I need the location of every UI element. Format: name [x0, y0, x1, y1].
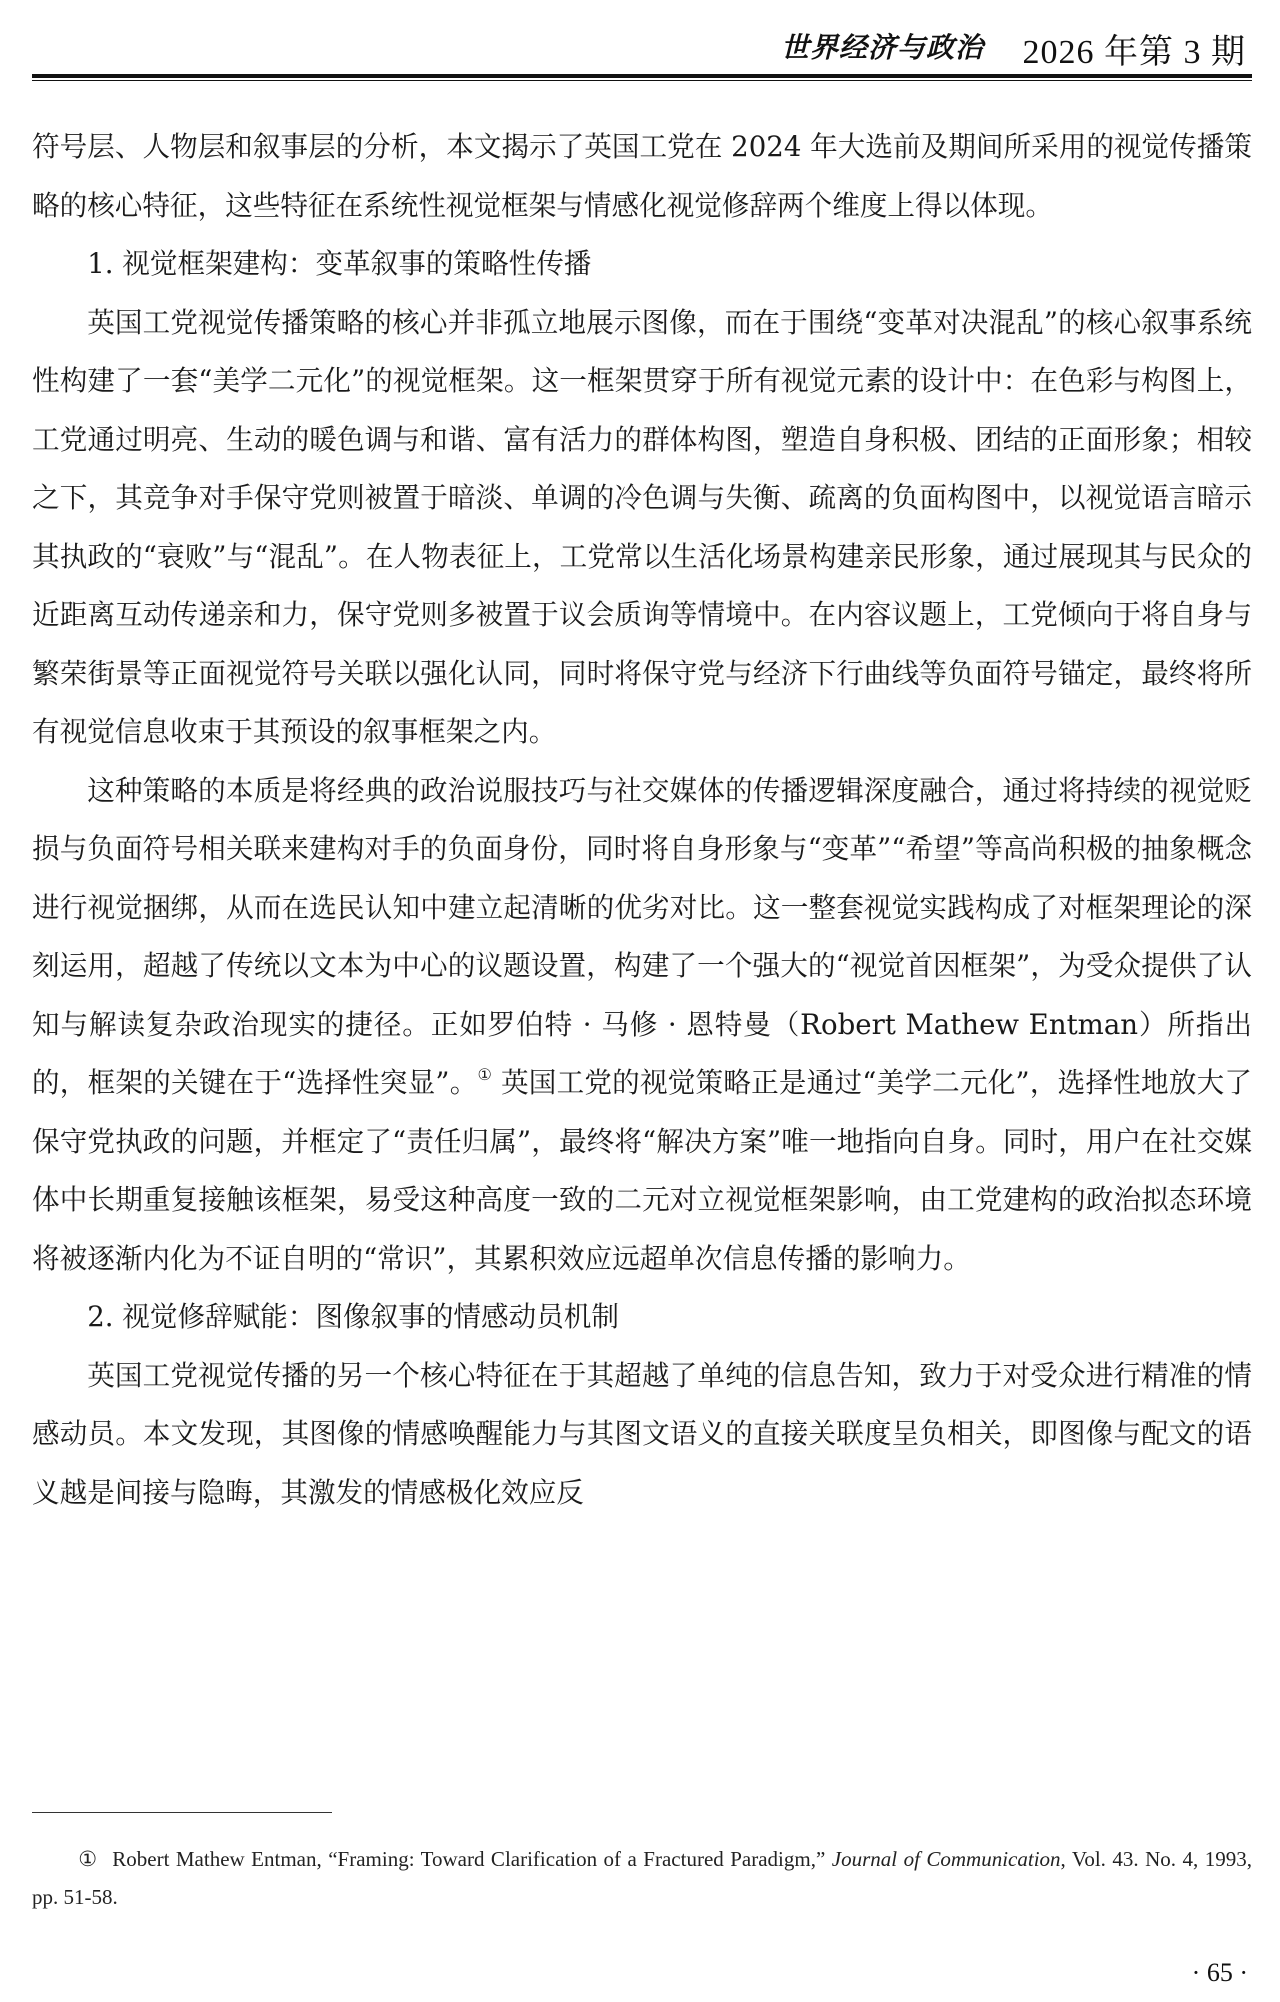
paragraph-text: 这种策略的本质是将经典的政治说服技巧与社交媒体的传播逻辑深度融合，通过将持续的视觉贬损与负面符号相关联来建构对手的负面身份，同时将自身形象与“变革”“希望”等高尚积极的抽象概念进行视觉捆绑，从而在选民认知中建立起清晰的优劣对比。这一整套视觉实践构成了对框架理论的深刻运用，超越了传统以文本为中心的议题设置，构建了一个强大的“视觉首因框架”，为受众提供了认知与解读复杂政治现实的捷径。正如罗伯特 · 马修 · 恩特曼（Robert Mathew Entman）所指出的，框架的关键在于“选择性突显”。: [32, 773, 1252, 1099]
paragraph: 英国工党视觉传播的另一个核心特征在于其超越了单纯的信息告知，致力于对受众进行精准的情感动员。本文发现，其图像的情感唤醒能力与其图文语义的直接关联度呈负相关，即图像与配文的语义越是间接与隐晦，其激发的情感极化效应反: [32, 1358, 1252, 1509]
page-number: · 65 ·: [1191, 1958, 1248, 1987]
issue-info: 2026 年第 3 期: [1022, 34, 1246, 71]
footnote-text: , Vol. 43. No. 4, 1993, pp. 51-58.: [32, 1847, 1252, 1909]
footnote-journal-title: Journal of Communication: [831, 1847, 1061, 1871]
section-heading-1: 1. 视觉框架建构：变革叙事的策略性传播: [87, 247, 592, 280]
footnote-number: ①: [78, 1847, 99, 1871]
footnote-text: Robert Mathew Entman, “Framing: Toward Clarification of a Fractured Paradigm,”: [112, 1847, 832, 1871]
footnote-marker[interactable]: ①: [477, 1065, 493, 1084]
paragraph-with-footnote: [32, 762, 1252, 1289]
header-rule-thin: [32, 80, 1252, 81]
header-rule-thick: [32, 74, 1252, 78]
paragraph-text: 英国工党的视觉策略正是通过“美学二元化”，选择性地放大了保守党执政的问题，并框定了“责任归属”，最终将“解决方案”唯一地指向自身。同时，用户在社交媒体中长期重复接触该框架，易受这种高度一致的二元对立视觉框架影响，由工党建构的政治拟态环境将被逐渐内化为不证自明的“常识”，其累积效应远超单次信息传播的影响力。: [32, 1066, 1252, 1275]
paragraph: 英国工党视觉传播策略的核心并非孤立地展示图像，而在于围绕“变革对决混乱”的核心叙事系统性构建了一套“美学二元化”的视觉框架。这一框架贯穿于所有视觉元素的设计中：在色彩与构图上，工党通过明亮、生动的暖色调与和谐、富有活力的群体构图，塑造自身积极、团结的正面形象；相较之下，其竞争对手保守党则被置于暗淡、单调的冷色调与失衡、疏离的负面构图中，以视觉语言暗示其执政的“衰败”与“混乱”。在人物表征上，工党常以生活化场景构建亲民形象，通过展现其与民众的近距离互动传递亲和力，保守党则多被置于议会质询等情境中。在内容议题上，工党倾向于将自身与繁荣街景等正面视觉符号关联以强化认同，同时将保守党与经济下行曲线等负面符号锚定，最终将所有视觉信息收束于其预设的叙事框架之内。: [32, 305, 1252, 748]
journal-name: 世界经济与政治: [780, 31, 984, 64]
paragraph-continued: 符号层、人物层和叙事层的分析，本文揭示了英国工党在 2024 年大选前及期间所采用的视觉传播策略的核心特征，这些特征在系统性视觉框架与情感化视觉修辞两个维度上得以体现。: [32, 130, 1252, 222]
footnote-rule: [32, 1812, 332, 1813]
running-header: [32, 20, 1252, 82]
footnote: [32, 1840, 1252, 1916]
section-heading-2: 2. 视觉修辞赋能：图像叙事的情感动员机制: [87, 1300, 619, 1333]
article-body: [32, 118, 1252, 1522]
